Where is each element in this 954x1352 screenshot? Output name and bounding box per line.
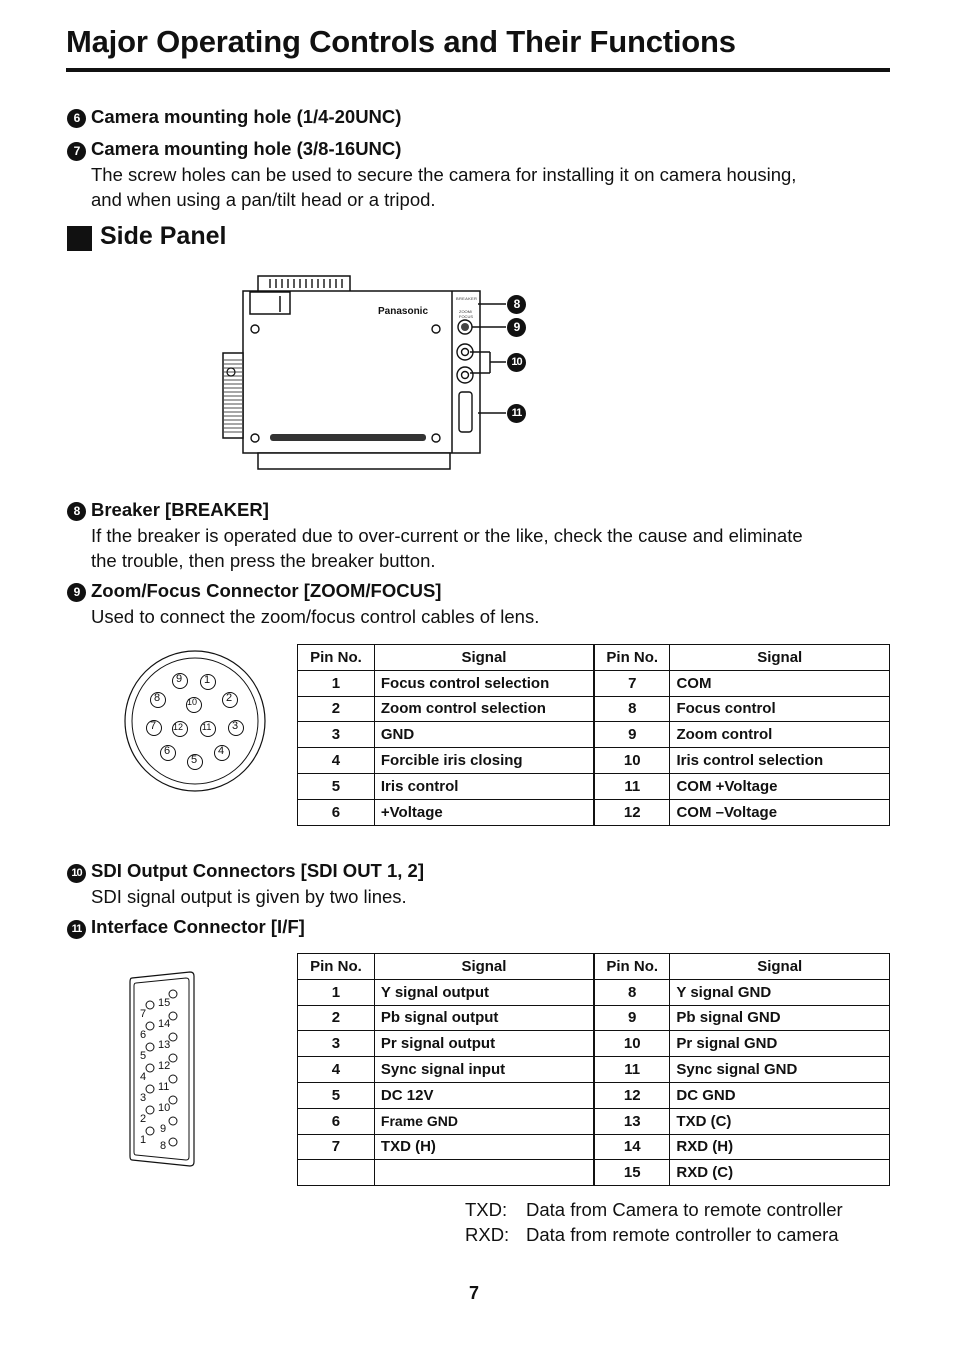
panel-label-focus: FOCUS (459, 314, 473, 319)
if-pin-label-6: 6 (140, 1029, 147, 1041)
header-signal: Signal (374, 954, 594, 980)
table-cell: Frame GND (374, 1108, 594, 1134)
note-txd-text: Data from Camera to remote controller (526, 1199, 843, 1220)
table-cell: 12 (594, 799, 670, 825)
table-cell: Y signal output (374, 979, 594, 1005)
zoom-focus-pin-table (297, 644, 890, 826)
item-10-heading: SDI Output Connectors [SDI OUT 1, 2] (91, 860, 425, 881)
if-pin-label-15: 15 (158, 997, 171, 1009)
table-cell: Iris control (374, 773, 594, 799)
zf-pin-label-1: 1 (204, 674, 211, 686)
zf-pin-label-12: 12 (173, 722, 184, 732)
item-7-description-line-2: and when using a pan/tilt head or a tripod. (91, 189, 436, 210)
table-cell: Focus control (670, 696, 890, 722)
header-signal: Signal (374, 645, 594, 671)
table-cell: 3 (298, 722, 375, 748)
panel-label-breaker: BREAKER (456, 296, 478, 301)
zf-pin-label-7: 7 (150, 720, 157, 732)
table-row (298, 1057, 890, 1083)
table-cell: 9 (594, 722, 670, 748)
table-cell: 6 (298, 799, 375, 825)
item-11-heading: Interface Connector [I/F] (91, 916, 305, 937)
zoom-focus-connector-diagram (124, 650, 266, 792)
callout-11-badge: 11 (507, 404, 526, 423)
item-9-heading: Zoom/Focus Connector [ZOOM/FOCUS] (91, 580, 442, 601)
page-title: Major Operating Controls and Their Functions (66, 24, 736, 59)
zf-pin-label-8: 8 (154, 692, 161, 704)
table-row (298, 773, 890, 799)
table-cell (298, 1160, 375, 1186)
table-row (298, 799, 890, 825)
table-cell: DC GND (670, 1082, 890, 1108)
panel-label-zoom: ZOOM/ (459, 309, 473, 314)
table-cell: COM +Voltage (670, 773, 890, 799)
table-row (298, 696, 890, 722)
table-cell: Pr signal output (374, 1031, 594, 1057)
table-header-row (298, 645, 890, 671)
if-pin-label-1: 1 (140, 1134, 147, 1146)
table-row (298, 748, 890, 774)
zf-pin-label-4: 4 (218, 745, 225, 757)
table-cell: +Voltage (374, 799, 594, 825)
table-header-row (298, 954, 890, 980)
note-txd-label: TXD: (465, 1199, 508, 1220)
header-pin-no: Pin No. (298, 645, 375, 671)
table-cell: Iris control selection (670, 748, 890, 774)
table-cell: 13 (594, 1108, 670, 1134)
item-number-9-badge: 9 (67, 583, 86, 602)
table-cell: TXD (C) (670, 1108, 890, 1134)
zf-pin-label-10: 10 (187, 697, 198, 707)
note-rxd-text: Data from remote controller to camera (526, 1224, 839, 1245)
table-cell: 7 (298, 1134, 375, 1160)
table-cell: 10 (594, 748, 670, 774)
table-cell: 5 (298, 773, 375, 799)
table-row (298, 670, 890, 696)
table-cell: 5 (298, 1082, 375, 1108)
if-pin-label-13: 13 (158, 1039, 171, 1051)
zf-pin-label-2: 2 (226, 692, 233, 704)
table-cell: 3 (298, 1031, 375, 1057)
item-9-description-line-1: Used to connect the zoom/focus control cables of lens. (91, 606, 540, 627)
item-7-heading: Camera mounting hole (3/8-16UNC) (91, 138, 402, 159)
table-cell: RXD (H) (670, 1134, 890, 1160)
item-number-11-badge: 11 (67, 920, 86, 939)
section-title: Side Panel (100, 222, 227, 250)
if-pin-label-8: 8 (160, 1140, 167, 1152)
note-rxd-label: RXD: (465, 1224, 510, 1245)
if-pin-label-9: 9 (160, 1123, 167, 1135)
zf-pin-label-9: 9 (176, 673, 183, 685)
if-pin-label-12: 12 (158, 1060, 171, 1072)
item-10-description-line-1: SDI signal output is given by two lines. (91, 886, 407, 907)
table-row (298, 1134, 890, 1160)
table-cell: 14 (594, 1134, 670, 1160)
if-pin-label-14: 14 (158, 1018, 171, 1030)
header-pin-no: Pin No. (594, 954, 670, 980)
table-cell: 8 (594, 979, 670, 1005)
table-row (298, 722, 890, 748)
table-cell: 4 (298, 748, 375, 774)
table-cell: Zoom control selection (374, 696, 594, 722)
header-signal: Signal (670, 954, 890, 980)
header-signal: Signal (670, 645, 890, 671)
callout-10-badge: 10 (507, 353, 526, 372)
header-pin-no: Pin No. (298, 954, 375, 980)
table-cell: COM (670, 670, 890, 696)
item-number-6-badge: 6 (67, 109, 86, 128)
item-6-heading: Camera mounting hole (1/4-20UNC) (91, 106, 402, 127)
table-cell: TXD (H) (374, 1134, 594, 1160)
zf-pin-label-5: 5 (191, 754, 198, 766)
item-8-description-line-1: If the breaker is operated due to over-current or the like, check the cause and eliminate (91, 525, 803, 546)
if-pin-label-4: 4 (140, 1071, 147, 1083)
item-8-heading: Breaker [BREAKER] (91, 499, 269, 520)
callout-8-badge: 8 (507, 295, 526, 314)
table-cell: 1 (298, 670, 375, 696)
table-cell: DC 12V (374, 1082, 594, 1108)
table-row (298, 1108, 890, 1134)
zf-pin-label-3: 3 (232, 720, 239, 732)
table-cell: 2 (298, 696, 375, 722)
page-number: 7 (469, 1283, 480, 1303)
table-row (298, 979, 890, 1005)
table-cell: 9 (594, 1005, 670, 1031)
table-cell: 12 (594, 1082, 670, 1108)
table-cell: 4 (298, 1057, 375, 1083)
callout-9-badge: 9 (507, 318, 526, 337)
zf-pin-label-6: 6 (164, 745, 171, 757)
if-pin-label-10: 10 (158, 1102, 171, 1114)
table-cell: Sync signal GND (670, 1057, 890, 1083)
table-cell: 2 (298, 1005, 375, 1031)
table-row (298, 1082, 890, 1108)
if-pin-label-7: 7 (140, 1008, 147, 1020)
table-cell: 15 (594, 1160, 670, 1186)
item-number-7-badge: 7 (67, 142, 86, 161)
item-7-description-line-1: The screw holes can be used to secure the camera for installing it on camera housing, (91, 164, 797, 185)
table-row (298, 1031, 890, 1057)
item-number-10-badge: 10 (67, 864, 86, 883)
table-cell: Pb signal GND (670, 1005, 890, 1031)
if-pin-label-11: 11 (158, 1081, 170, 1093)
if-pin-label-2: 2 (140, 1113, 147, 1125)
table-cell: 10 (594, 1031, 670, 1057)
table-cell: 7 (594, 670, 670, 696)
if-pin-label-5: 5 (140, 1050, 147, 1062)
table-cell: 6 (298, 1108, 375, 1134)
table-cell: Focus control selection (374, 670, 594, 696)
table-cell: GND (374, 722, 594, 748)
table-cell: COM –Voltage (670, 799, 890, 825)
table-cell: 8 (594, 696, 670, 722)
table-cell: Sync signal input (374, 1057, 594, 1083)
side-panel-illustration (0, 0, 954, 480)
table-cell: Zoom control (670, 722, 890, 748)
interface-pin-table (297, 953, 890, 1186)
item-number-8-badge: 8 (67, 502, 86, 521)
table-cell: 1 (298, 979, 375, 1005)
zf-pin-label-11: 11 (202, 722, 212, 732)
table-cell: 11 (594, 773, 670, 799)
if-pin-label-3: 3 (140, 1092, 147, 1104)
table-cell: 11 (594, 1057, 670, 1083)
table-cell: Pr signal GND (670, 1031, 890, 1057)
table-row (298, 1005, 890, 1031)
table-row (298, 1160, 890, 1186)
table-cell: Pb signal output (374, 1005, 594, 1031)
table-cell: RXD (C) (670, 1160, 890, 1186)
table-cell (374, 1160, 594, 1186)
table-cell: Y signal GND (670, 979, 890, 1005)
table-cell: Forcible iris closing (374, 748, 594, 774)
header-pin-no: Pin No. (594, 645, 670, 671)
item-8-description-line-2: the trouble, then press the breaker button. (91, 550, 436, 571)
brand-logo-text: Panasonic (378, 306, 429, 317)
